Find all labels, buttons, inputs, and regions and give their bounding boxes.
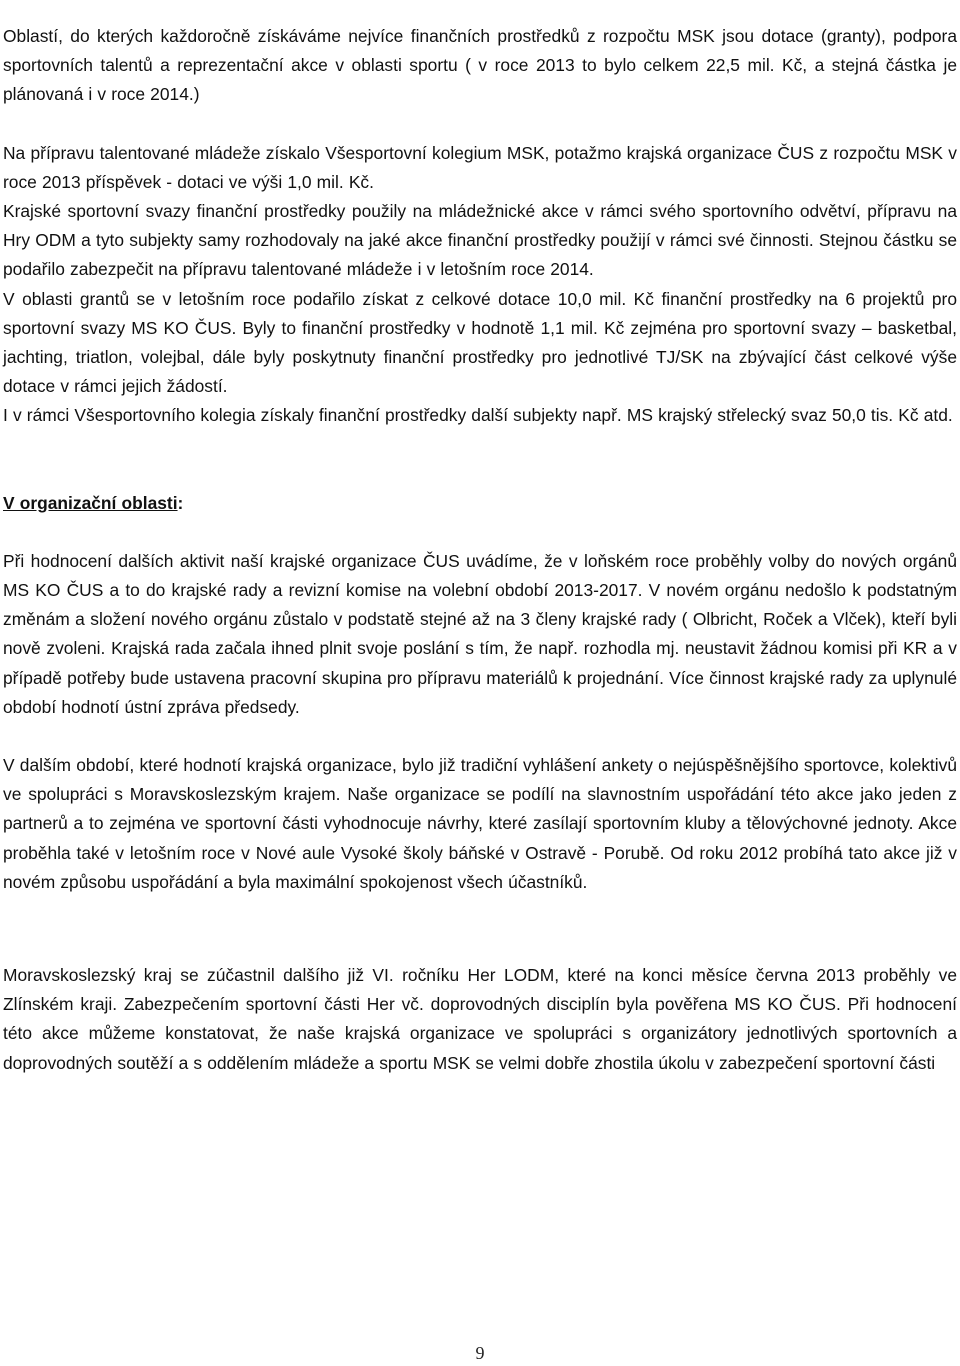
section-spacer (3, 897, 957, 961)
section-heading-text: V organizační oblasti (3, 492, 178, 513)
paragraph-regional-federations: Krajské sportovní svazy finanční prostředky použily na mládežnické akce v rámci svého sportovního odvětví, přípravu na Hry ODM a tyto subjekty samy rozhodovaly na jaké akce finanční prostředky použijí v rámci své činnosti. Stejnou částku se podařilo zabezpečit na přípravu talentované mládeže i v letošním roce 2014. (3, 201, 957, 280)
paragraph-spacer (3, 518, 957, 547)
document-body (3, 22, 957, 1078)
section-heading (3, 489, 957, 518)
paragraph-youth-games: Moravskoslezský kraj se zúčastnil dalšího již VI. ročníku Her LODM, které na konci měsíce června 2013 proběhly ve Zlínském kraji. Zabezpečením sportovní části Her vč. doprovodných disciplín byla pověřena MS KO ČUS. Při hodnocení této akce můžeme konstatovat, že naše krajská organizace ve spolupráci s organizátory jednotlivých sportovních a doprovodných soutěží a s oddělením mládeže a sportu MSK se velmi dobře zhostila úkolu v zabezpečení sportovní části (3, 965, 957, 1073)
paragraph-athlete-survey: V dalším období, které hodnotí krajská organizace, bylo již tradiční vyhlášení ankety o nejúspěšnějšího sportovce, kolektivů ve spolupráci s Moravskoslezským krajem. Naše organizace se podílí na slavnostním uspořádání této akce jako jeden z partnerů a to zejména ve sportovní části vyhodnocuje návrhy, které zasílají sportovním kluby a tělovýchovné jednoty. Akce proběhla také v letošním roce v Nové aule Vysoké školy báňské v Ostravě - Porubě. Od roku 2012 probíhá tato akce již v novém způsobu uspořádání a byla maximální spokojenost všech účastníků. (3, 755, 957, 892)
paragraph-other-subjects: I v rámci Všesportovního kolegia získaly finanční prostředky další subjekty např. MS krajský střelecký svaz 50,0 tis. Kč atd. (3, 405, 953, 426)
section-heading-suffix: : (177, 492, 184, 513)
paragraph-organization-evaluation: Při hodnocení dalších aktivit naší krajské organizace ČUS uvádíme, že v loňském roce proběhly volby do nových orgánů MS KO ČUS a to do krajské rady a revizní komise na volební období 2013-2017. V novém orgánu nedošlo k podstatným změnám a složení nového orgánu zůstalo v podstatě stejné až na 3 členy krajské rady ( Olbricht, Roček a Vlček), kteří byli nově zvoleni. Krajská rada začala ihned plnit svoje poslání s tím, že např. rozhodla mj. neustavit žádnou komisi při KR a v případě potřeby bude ustavena pracovní skupina pro přípravu materiálů k projednání. Více činnost krajské rady za uplynulé období hodnotí ústní zpráva předsedy. (3, 550, 957, 717)
section-spacer (3, 431, 957, 489)
paragraph-funding-overview: Oblastí, do kterých každoročně získáváme nejvíce finančních prostředků z rozpočtu MSK jsou dotace (granty), podpora sportovních talentů a reprezentační akce v oblasti sportu ( v roce 2013 to bylo celkem 22,5 mil. Kč, a stejná částka je plánovaná i v roce 2014.) (3, 26, 957, 105)
page-number: 9 (475, 1343, 485, 1363)
paragraph-spacer (3, 722, 957, 751)
paragraph-spacer (3, 110, 957, 139)
paragraph-talent-support: Na přípravu talentované mládeže získalo Všesportovní kolegium MSK, potažmo krajská organizace ČUS z rozpočtu MSK v roce 2013 příspěvek - dotaci ve výši 1,0 mil. Kč. (3, 142, 957, 192)
paragraph-grants: V oblasti grantů se v letošním roce podařilo získat z celkové dotace 10,0 mil. Kč finanční prostředky na 6 projektů pro sportovní svazy MS KO ČUS. Byly to finanční prostředky v hodnotě 1,1 mil. Kč zejména pro sportovní svazy – basketbal, jachting, triatlon, volejbal, dále byly poskytnuty finanční prostředky pro jednotlivé TJ/SK na zbývající část celkové výše dotace v rámci jejich žádostí. (3, 288, 957, 397)
